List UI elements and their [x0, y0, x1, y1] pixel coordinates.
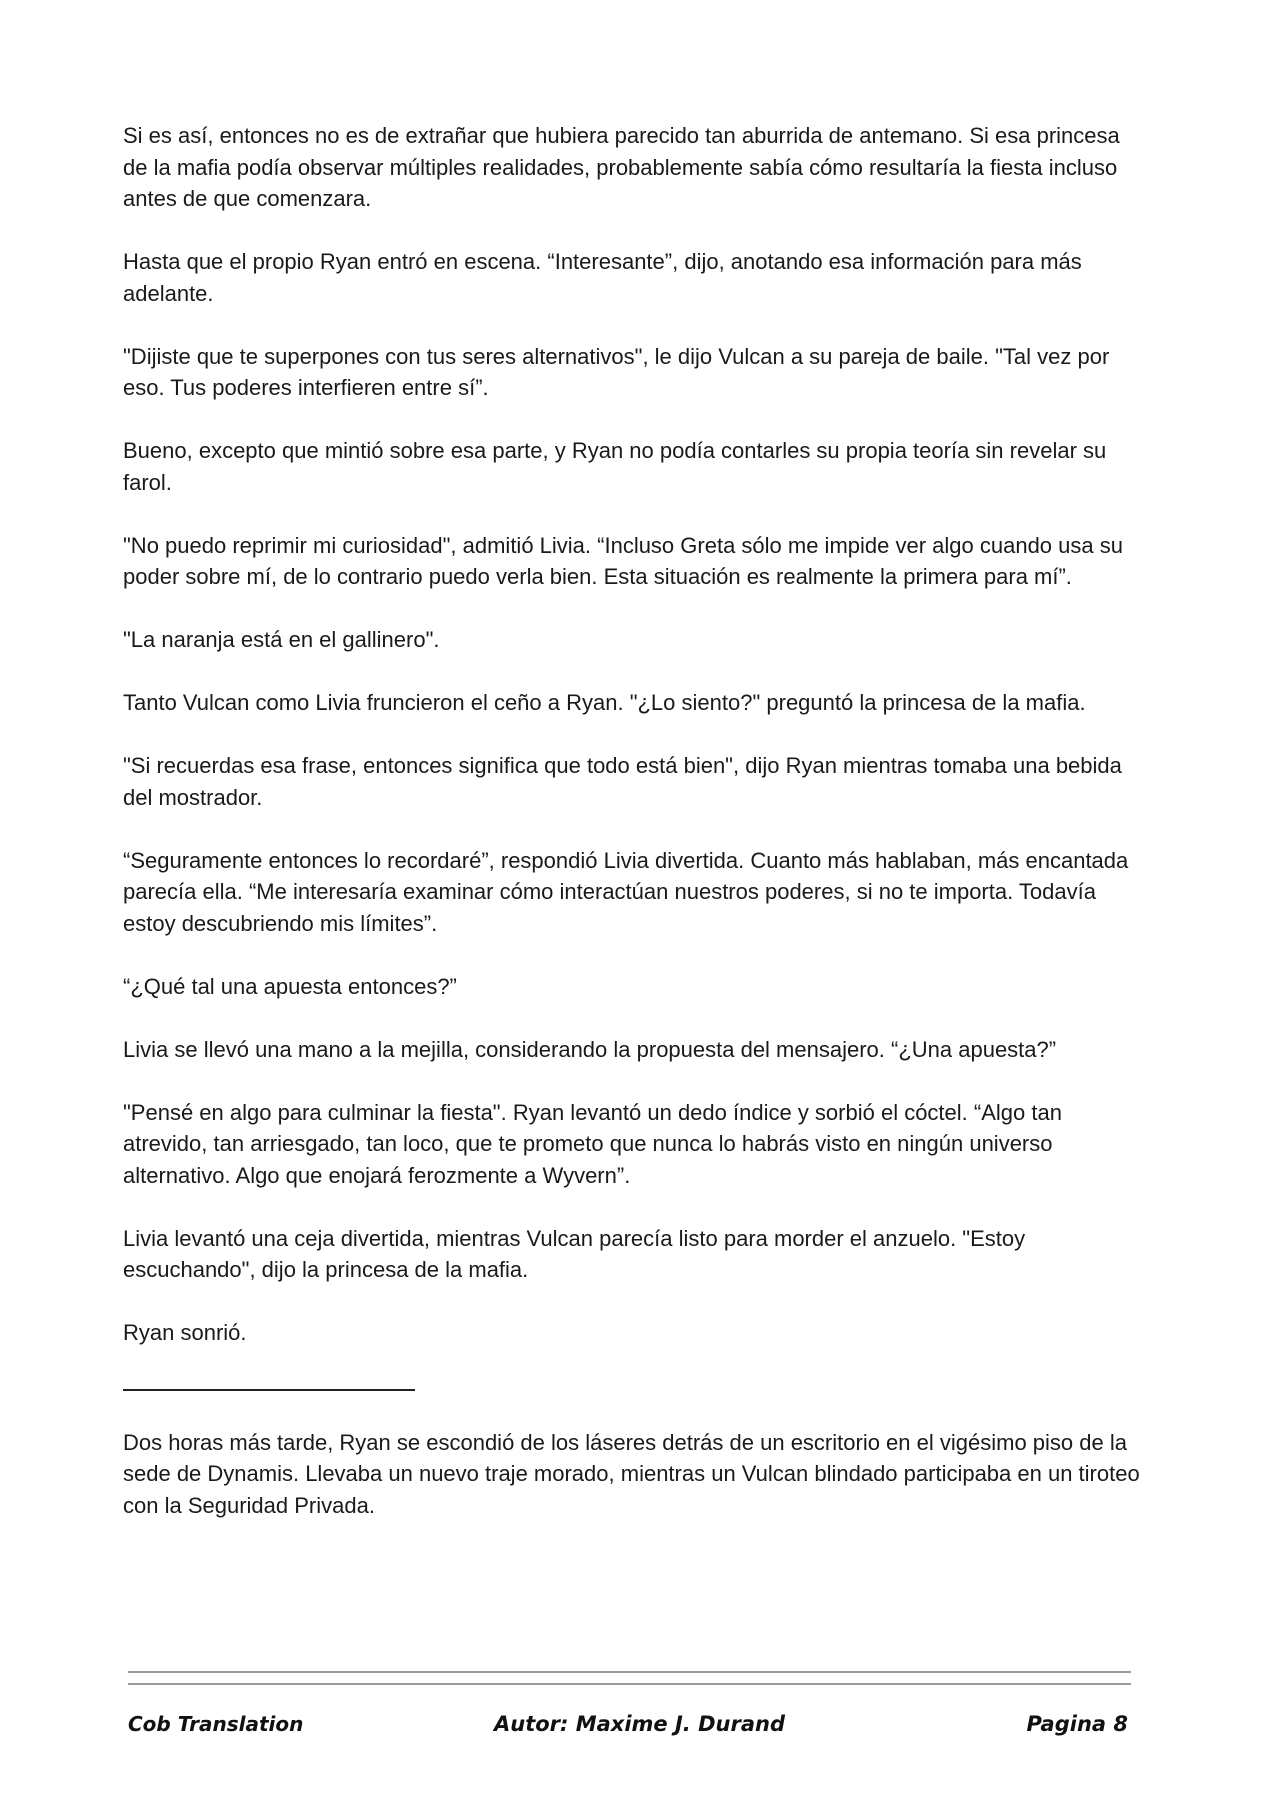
- paragraph: Si es así, entonces no es de extrañar que hubiera parecido tan aburrida de antemano. Si esa princesa de la mafia podía observar múltiples realidades, probablemente sabía cómo resultaría la fiesta incluso antes de que comenzara.: [123, 123, 1120, 211]
- paragraph: “Seguramente entonces lo recordaré”, respondió Livia divertida. Cuanto más hablaban, más encantada parecía ella. “Me interesaría examinar cómo interactúan nuestros poderes, si no te importa. Todavía estoy descubriendo mis límites”.: [123, 847, 1129, 936]
- page-footer: [128, 1712, 1128, 1742]
- paragraph: Livia levantó una ceja divertida, mientras Vulcan parecía listo para morder el anzuelo. "Estoy escuchando", dijo la princesa de la mafia.: [123, 1225, 1026, 1282]
- footer-rule-bottom: [128, 1683, 1131, 1685]
- paragraph: Livia se llevó una mano a la mejilla, considerando la propuesta del mensajero. “¿Una apuesta?”: [123, 1036, 1057, 1062]
- paragraph: "Pensé en algo para culminar la fiesta". Ryan levantó un dedo índice y sorbió el cóctel. “Algo tan atrevido, tan arriesgado, tan loco, que te prometo que nunca lo habrás visto en ningún universo alternativo. Algo que enojará ferozmente a Wyvern”.: [123, 1099, 1062, 1188]
- footer-rule-top: [128, 1671, 1131, 1673]
- paragraph: "Dijiste que te superpones con tus seres alternativos", le dijo Vulcan a su pareja de baile. "Tal vez por eso. Tus poderes interfieren entre sí”.: [123, 343, 1110, 400]
- footer-rules: [128, 1671, 1131, 1685]
- paragraph: "Si recuerdas esa frase, entonces significa que todo está bien", dijo Ryan mientras tomaba una bebida del mostrador.: [123, 753, 1122, 810]
- paragraph: Hasta que el propio Ryan entró en escena. “Interesante”, dijo, anotando esa información para más adelante.: [123, 249, 1082, 306]
- paragraph: "La naranja está en el gallinero".: [123, 627, 440, 652]
- page-body: [123, 120, 1148, 1553]
- paragraph: Tanto Vulcan como Livia fruncieron el ceño a Ryan. "¿Lo siento?" preguntó la princesa de la mafia.: [123, 690, 1086, 715]
- paragraph: Ryan sonrió.: [123, 1320, 247, 1345]
- footer-page-number: Pagina 8: [1026, 1712, 1128, 1736]
- section-separator: [123, 1389, 415, 1391]
- paragraph: Bueno, excepto que mintió sobre esa parte, y Ryan no podía contarles su propia teoría sin revelar su farol.: [123, 438, 1107, 495]
- paragraph: Dos horas más tarde, Ryan se escondió de los láseres detrás de un escritorio en el vigésimo piso de la sede de Dynamis. Llevaba un nuevo traje morado, mientras un Vulcan blindado participaba en un tiroteo con la Seguridad Privada.: [123, 1429, 1140, 1518]
- paragraph: “¿Qué tal una apuesta entonces?”: [123, 973, 457, 999]
- paragraph: "No puedo reprimir mi curiosidad", admitió Livia. “Incluso Greta sólo me impide ver algo cuando usa su poder sobre mí, de lo contrario puedo verla bien. Esta situación es realmente la primera para mí”.: [123, 532, 1123, 589]
- footer-author: Autor: Maxime J. Durand: [494, 1712, 785, 1736]
- footer-translator: Cob Translation: [128, 1712, 304, 1736]
